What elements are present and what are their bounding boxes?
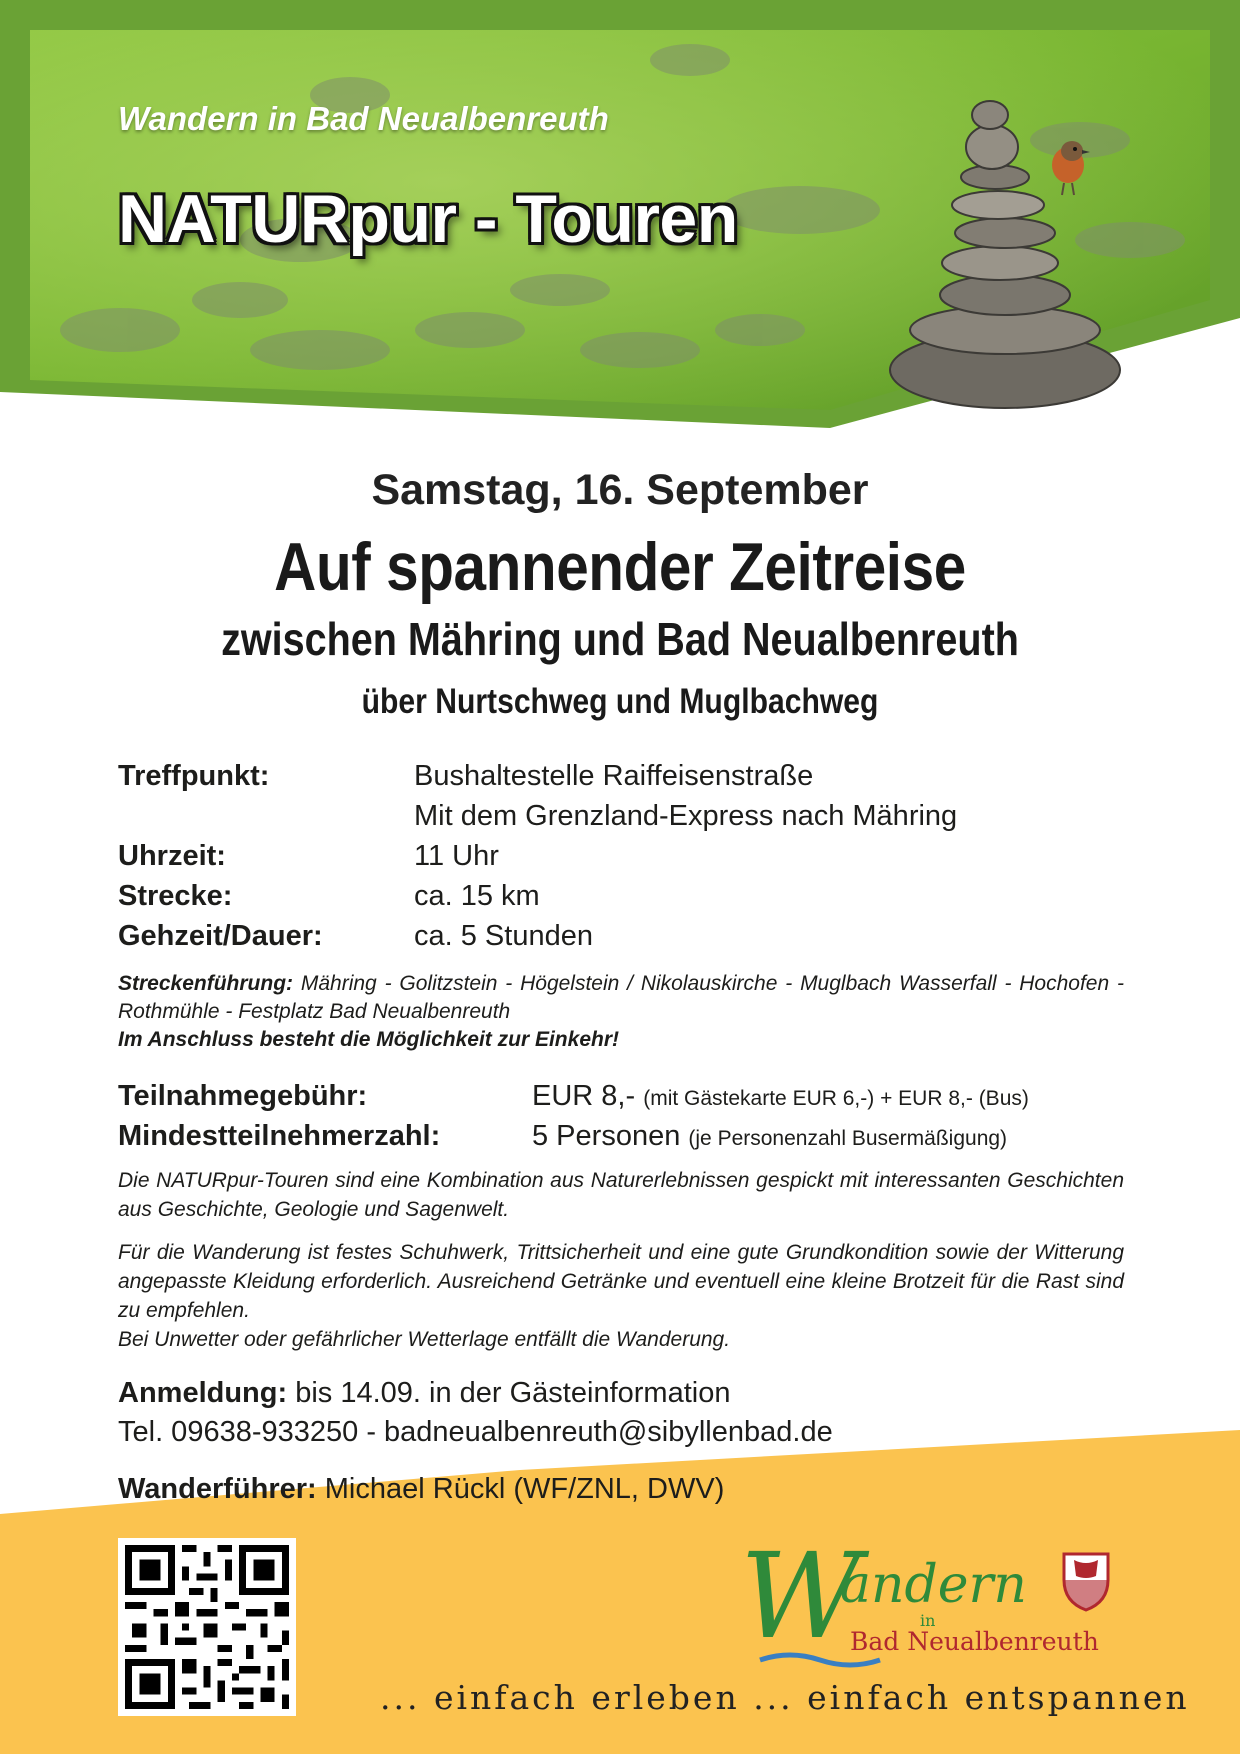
footer-tagline: ... einfach erleben ... einfach entspannen	[380, 1678, 1190, 1717]
route-label: Streckenführung:	[118, 972, 294, 995]
meeting-value-1: Bushaltestelle Raiffeisenstraße	[414, 760, 814, 792]
meeting-label: Treffpunkt:	[118, 760, 270, 792]
guide-label: Wanderführer:	[118, 1473, 317, 1505]
qr-code[interactable]	[118, 1538, 296, 1716]
logo-word: andern	[840, 1555, 1027, 1615]
time-label: Uhrzeit:	[118, 840, 226, 872]
signup-value: bis 14.09. in der Gästeinformation	[287, 1377, 731, 1409]
event-via: über Nurtschweg und Muglbachweg	[361, 682, 879, 721]
min-value: 5 Personen	[532, 1120, 681, 1152]
route-note: Im Anschluss besteht die Möglichkeit zur Einkehr!	[118, 1028, 619, 1051]
info-paragraph-2: Für die Wanderung ist festes Schuhwerk, Trittsicherheit und eine gute Grundkondition sowie der Witterung angepasste Kleidung erforderlich. Ausreichend Getränke und eventuell eine kleine Brotzeit für die Rast sind zu empfehlen.	[118, 1241, 1124, 1322]
fee-note: (mit Gästekarte EUR 6,-) + EUR 8,- (Bus)	[643, 1087, 1029, 1110]
stone-cairn-image	[880, 95, 1130, 415]
signup-label: Anmeldung:	[118, 1377, 288, 1409]
header-kicker: Wandern in Bad Neualbenreuth	[118, 100, 609, 137]
event-subtitle: zwischen Mähring und Bad Neualbenreuth	[221, 613, 1019, 665]
phone-email-line: Tel. 09638-933250 - badneualbenreuth@sibyllenbad.de	[118, 1416, 833, 1448]
duration-value: ca. 5 Stunden	[414, 920, 593, 952]
info-paragraph-1: Die NATURpur-Touren sind eine Kombination aus Naturerlebnissen gespickt mit interessanten Geschichten aus Geschichte, Geologie und Sagenwelt.	[118, 1169, 1124, 1221]
coat-of-arms-icon	[1064, 1554, 1108, 1610]
guide-value: Michael Rückl (WF/ZNL, DWV)	[316, 1473, 725, 1505]
guide-line	[118, 1470, 724, 1509]
duration-label: Gehzeit/Dauer:	[118, 920, 323, 952]
header-title: NATURpur - Touren	[118, 181, 738, 257]
fee-label: Teilnahmegebühr:	[118, 1080, 368, 1112]
robin-icon	[1052, 141, 1090, 195]
distance-value: ca. 15 km	[414, 880, 540, 912]
signup-line	[118, 1374, 730, 1413]
route-text: Mähring - Golitzstein - Högelstein / Nikolauskirche - Muglbach Wasserfall - Hochofen - Rothmühle - Festplatz Bad Neualbenreuth	[118, 972, 1124, 1023]
distance-label: Strecke:	[118, 880, 233, 912]
logo-in: in	[920, 1611, 936, 1630]
min-note: (je Personenzahl Busermäßigung)	[688, 1127, 1008, 1150]
route-description	[118, 970, 1124, 1054]
meeting-value-2: Mit dem Grenzland-Express nach Mähring	[414, 800, 958, 832]
wandern-logo	[740, 1532, 1130, 1672]
time-value: 11 Uhr	[414, 840, 499, 872]
logo-place: Bad Neualbenreuth	[850, 1627, 1099, 1656]
fee-value: EUR 8,-	[532, 1080, 636, 1112]
min-label: Mindestteilnehmerzahl:	[118, 1120, 441, 1152]
logo-w: W	[740, 1532, 862, 1665]
info-paragraph-3: Bei Unwetter oder gefährlicher Wetterlage entfällt die Wanderung.	[118, 1328, 731, 1351]
event-title: Auf spannender Zeitreise	[274, 529, 966, 605]
event-date: Samstag, 16. September	[371, 466, 869, 514]
